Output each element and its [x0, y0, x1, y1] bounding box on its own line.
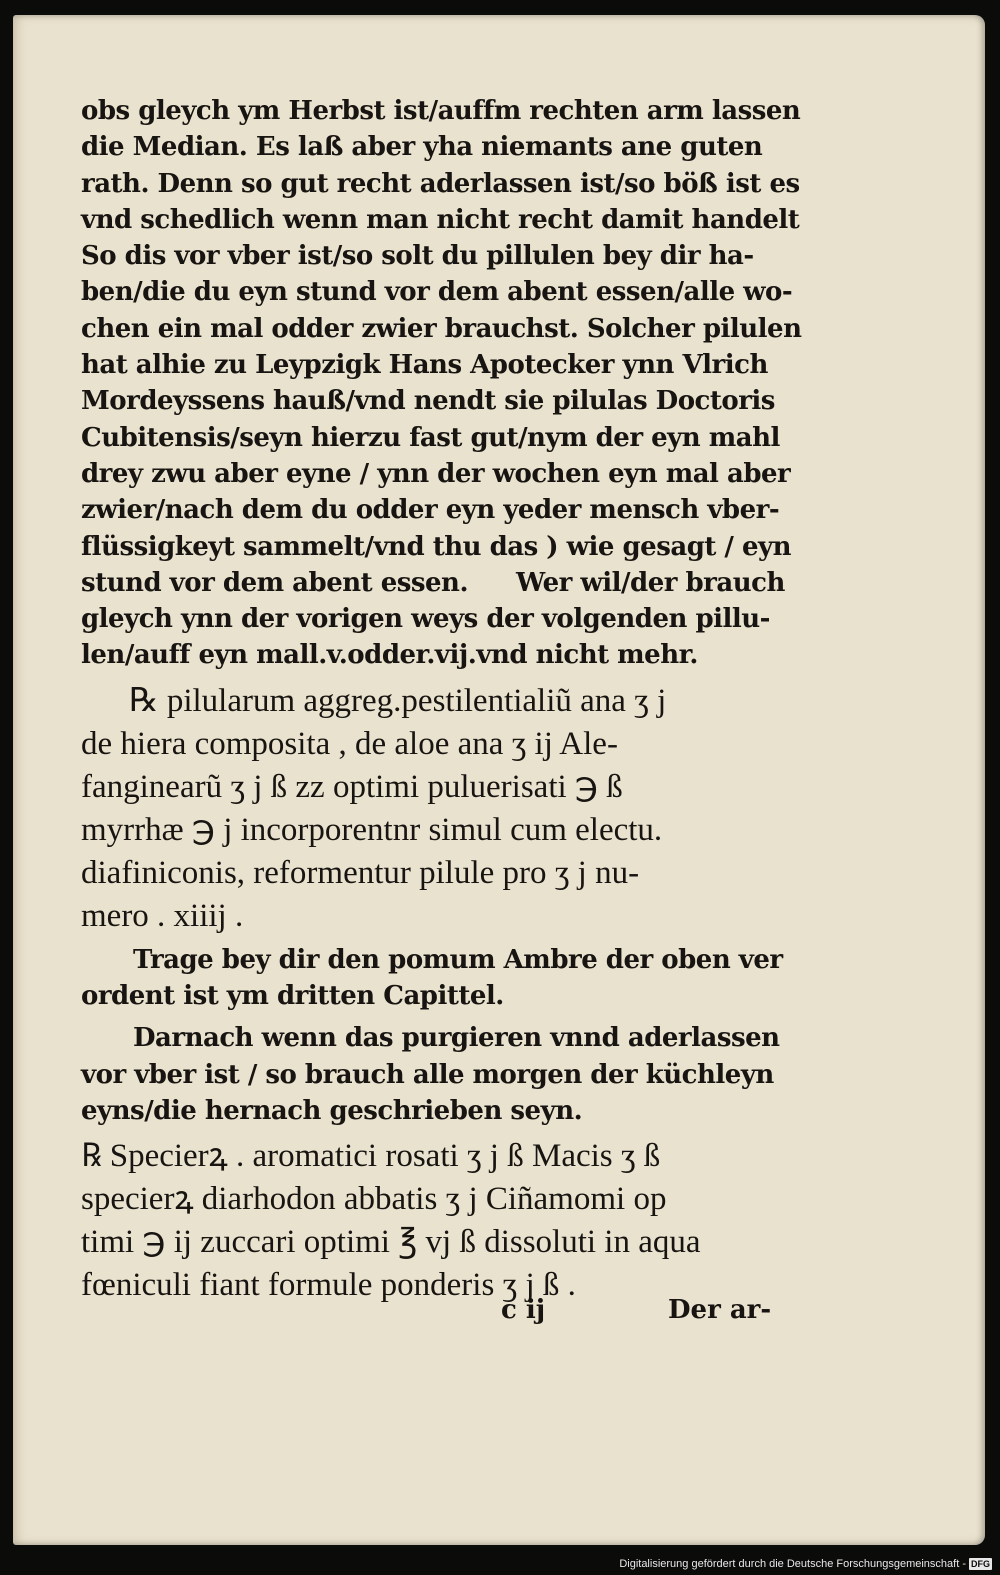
credit-text: Digitalisierung gefördert durch die Deutsche Forschungsgemeinschaft - [619, 1558, 966, 1570]
text-line: Mordeyssens hauß/vnd nendt sie pilulas Doctoris [81, 386, 775, 417]
text-line: rath. Denn so gut recht aderlassen ist/so böß ist es [81, 168, 800, 199]
text-line: zwier/nach dem du odder eyn yeder mensch vber- [81, 495, 780, 526]
recipe-line: fanginearũ ʒ j ß zz optimi puluerisati ℈ ß [81, 768, 623, 805]
recipe-line: myrrhæ ℈ j incorporentnr simul cum electu. [81, 811, 663, 848]
text-line [81, 565, 811, 601]
text-line: gleych ynn der vorigen weys der volgenden pillu- [81, 604, 770, 635]
page-text [81, 93, 811, 1307]
text-line-part: Wer wil/der brauch [516, 567, 785, 598]
recipe-line: specierꝝ diarhodon abbatis ʒ j Ciñamomi op [81, 1181, 667, 1218]
text-line: hat alhie zu Leypzigk Hans Apotecker ynn Vlrich [81, 350, 768, 381]
signature-mark: c ij [501, 1295, 546, 1325]
text-line: Trage bey dir den pomum Ambre der oben ver [133, 944, 783, 975]
dfg-logo: DFG [971, 1559, 990, 1569]
text-line: Cubitensis/seyn hierzu fast gut/nym der eyn mahl [81, 422, 780, 453]
text-line: flüssigkeyt sammelt/vnd thu das ) wie gesagt / eyn [81, 531, 792, 562]
recipe-line: fœniculi fiant formule ponderis ʒ j ß . [81, 1267, 576, 1304]
recipe-line: timi ℈ ij zuccari optimi ℥ vj ß dissoluti in aqua [81, 1224, 701, 1261]
text-line: So dis vor vber ist/so solt du pillulen bey dir ha- [81, 241, 754, 272]
text-line: ordent ist ym dritten Capittel. [81, 981, 504, 1012]
recipe-line: de hiera composita , de aloe ana ʒ ij Ale- [81, 725, 618, 762]
text-line: Darnach wenn das purgieren vnnd aderlassen [133, 1023, 780, 1054]
digitization-credit [619, 1556, 992, 1572]
recipe-line: ℞ pilularum aggreg.pestilentialiũ ana ʒ j [129, 682, 667, 719]
text-line: len/auff eyn mall.v.odder.vij.vnd nicht mehr. [81, 640, 698, 671]
recipe-line: mero . xiiij . [81, 897, 244, 934]
text-line: drey zwu aber eyne / ynn der wochen eyn mal aber [81, 458, 791, 489]
text-line-part: stund vor dem abent essen. [81, 567, 469, 598]
text-line: chen ein mal odder zwier brauchst. Solcher pilulen [81, 313, 802, 344]
text-line: ben/die du eyn stund vor dem abent essen/alle wo- [81, 277, 793, 308]
recipe-line: ℞ Specierꝝ . aromatici rosati ʒ j ß Macis ʒ ß [81, 1138, 661, 1175]
text-line: die Median. Es laß aber yha niemants ane guten [81, 132, 763, 163]
book-page [13, 15, 985, 1545]
text-line: obs gleych ym Herbst ist/auffm rechten arm lassen [81, 96, 801, 126]
text-line: vor vber ist / so brauch alle morgen der küchleyn [81, 1059, 774, 1090]
page-footer [13, 1295, 985, 1335]
text-line: vnd schedlich wenn man nicht recht damit handelt [81, 204, 800, 235]
recipe-line: diafiniconis, reformentur pilule pro ʒ j nu- [81, 854, 640, 891]
catchword: Der ar- [668, 1295, 772, 1325]
text-line: eyns/die hernach geschrieben seyn. [81, 1095, 583, 1126]
